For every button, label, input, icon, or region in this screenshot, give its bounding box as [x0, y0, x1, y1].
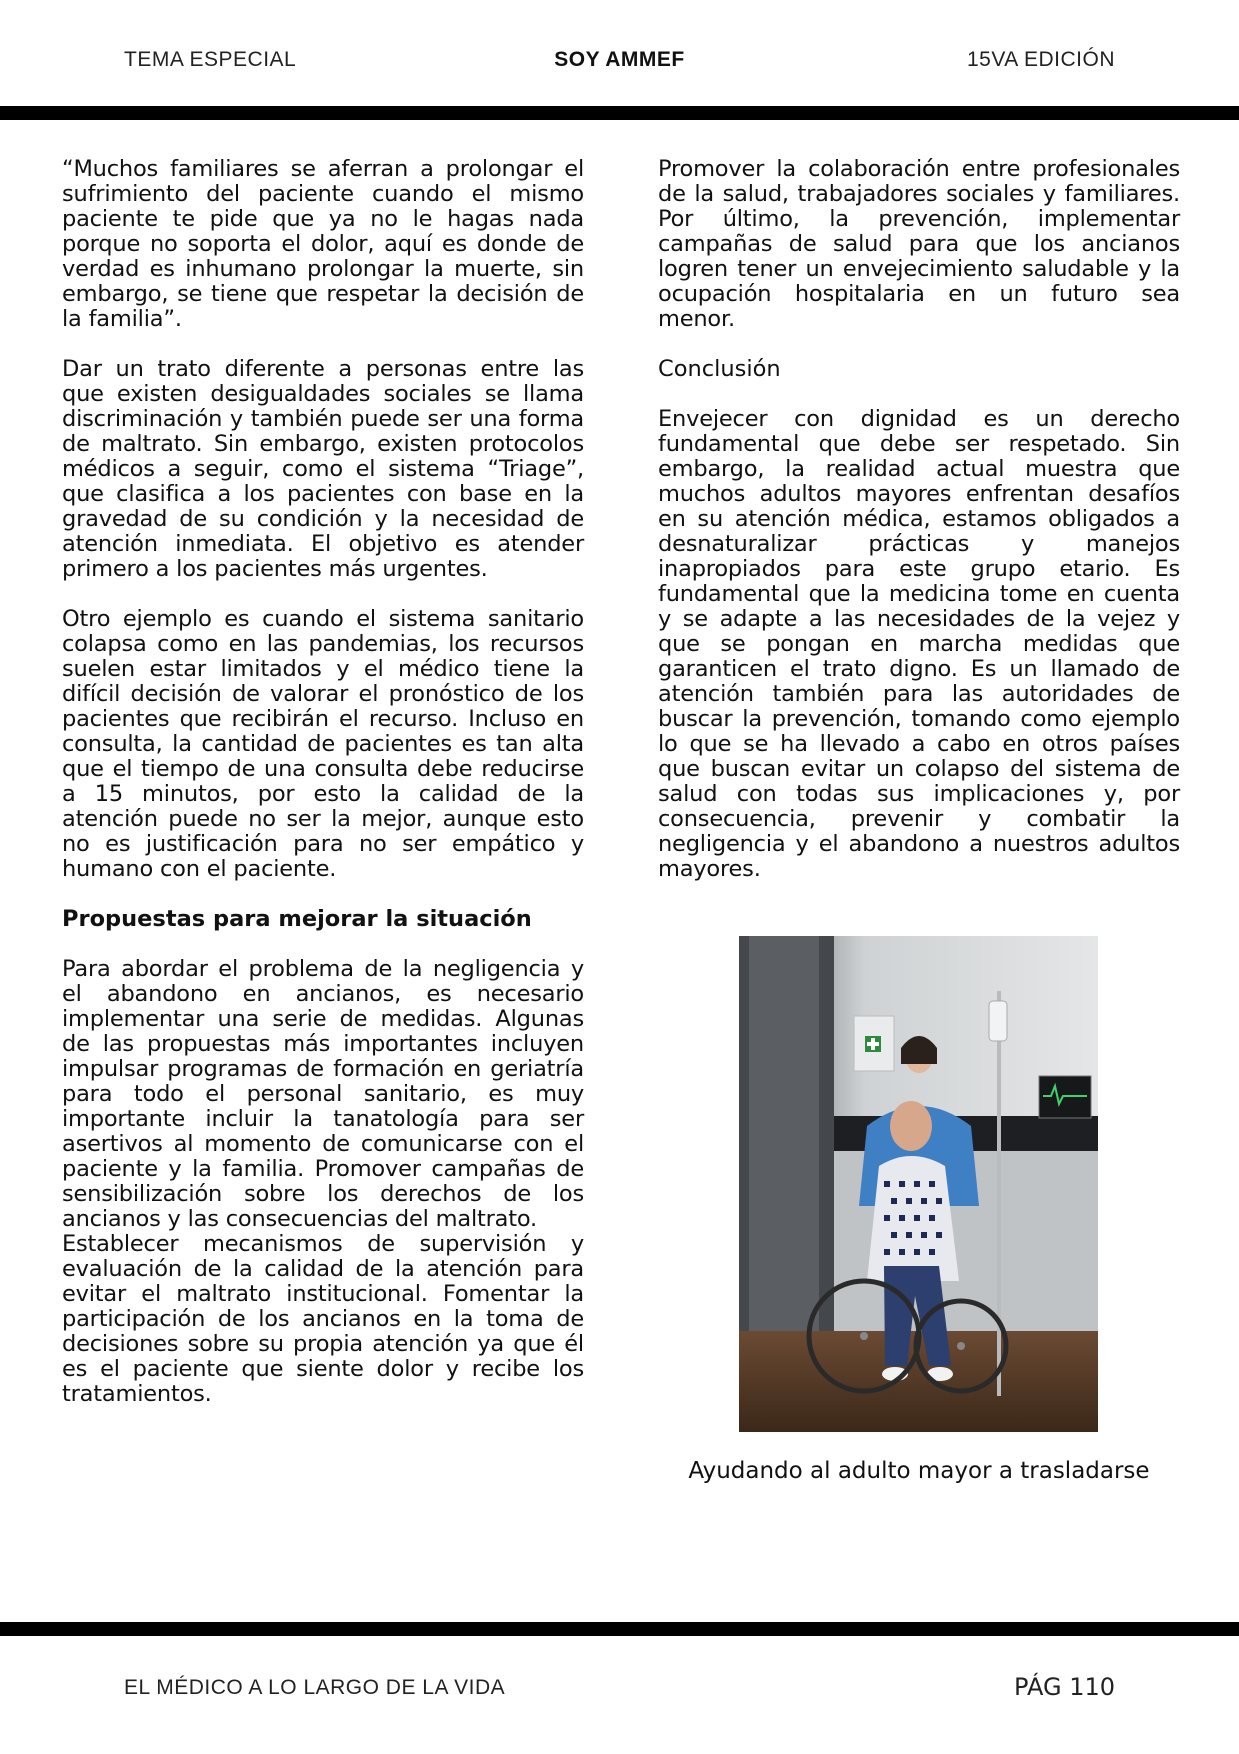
right-column [658, 157, 1180, 907]
header-divider [0, 106, 1239, 120]
figure-caption: Ayudando al adulto mayor a trasladarse [688, 1458, 1150, 1484]
conclusion-heading: Conclusión [658, 356, 781, 382]
section-label: TEMA ESPECIAL [124, 48, 297, 71]
footer-section-title: EL MÉDICO A LO LARGO DE LA VIDA [124, 1676, 506, 1699]
paragraph: Dar un trato diferente a personas entre las que existen desigualdades sociales se llama discriminación y también puede ser una forma de maltrato. Sin embargo, existen protocolos médicos a seguir, como el sistema “Triage”, que clasifica a los pacientes con base en la gravedad de su condición y la necesidad de atención inmediata. El objetivo es atender primero a los pacientes más urgentes. [62, 356, 584, 582]
edition-label: 15VA EDICIÓN [967, 48, 1115, 71]
paragraph: Establecer mecanismos de supervisión y evaluación de la calidad de la atención para evitar el maltrato institucional. Fomentar la participación de los ancianos en la toma de decisiones sobre su propia atención ya que él es el paciente que siente dolor y recibe los tratamientos. [62, 1231, 584, 1407]
magazine-title: SOY AMMEF [554, 48, 685, 71]
paragraph: Envejecer con dignidad es un derecho fundamental que debe ser respetado. Sin embargo, la realidad actual muestra que muchos adultos mayores enfrentan desafíos en su atención médica, estamos obligados a desnaturalizar prácticas y manejos inapropiados para este grupo etario. Es fundamental que la medicina tome en cuenta y se adapte a las necesidades de la vejez y que se pongan en marcha medidas que garanticen el trato digno. Es un llamado de atención también para las autoridades de buscar la prevención, tomando como ejemplo lo que se ha llevado a cabo en otros países que buscan evitar un colapso del sistema de salud con todas sus implicaciones y, por consecuencia, prevenir y combatir la negligencia y el abandono a nuestros adultos mayores. [658, 406, 1180, 882]
hospital-wheelchair-photo [739, 936, 1098, 1432]
paragraph: Promover la colaboración entre profesionales de la salud, trabajadores sociales y familiares. Por último, la prevención, implementar campañas de salud para que los ancianos logren tener un envejecimiento saludable y la ocupación hospitalaria en un futuro sea menor. [658, 156, 1180, 332]
left-column [62, 157, 584, 1432]
section-heading: Propuestas para mejorar la situación [62, 906, 532, 932]
paragraph: “Muchos familiares se aferran a prolongar el sufrimiento del paciente cuando el mismo paciente te pide que ya no le hagas nada porque no soporta el dolor, aquí es donde de verdad es inhumano prolongar la muerte, sin embargo, se tiene que respetar la decisión de la familia”. [62, 156, 584, 332]
page-number: PÁG 110 [1014, 1673, 1115, 1701]
footer-divider [0, 1622, 1239, 1636]
paragraph: Otro ejemplo es cuando el sistema sanitario colapsa como en las pandemias, los recursos suelen estar limitados y el médico tiene la difícil decisión de valorar el pronóstico de los pacientes que recibirán el recurso. Incluso en consulta, la cantidad de pacientes es tan alta que el tiempo de una consulta debe reducirse a 15 minutos, por esto la calidad de la atención puede no ser la mejor, aunque esto no es justificación para no ser empático y humano con el paciente. [62, 606, 584, 882]
paragraph: Para abordar el problema de la negligencia y el abandono en ancianos, es necesario implementar una serie de medidas. Algunas de las propuestas más importantes incluyen impulsar programas de formación en geriatría para todo el personal sanitario, es muy importante incluir la tanatología para ser asertivos al momento de comunicarse con el paciente y la familia. Promover campañas de sensibilización sobre los derechos de los ancianos y las consecuencias del maltrato. [62, 956, 584, 1232]
page-header [0, 0, 1239, 106]
